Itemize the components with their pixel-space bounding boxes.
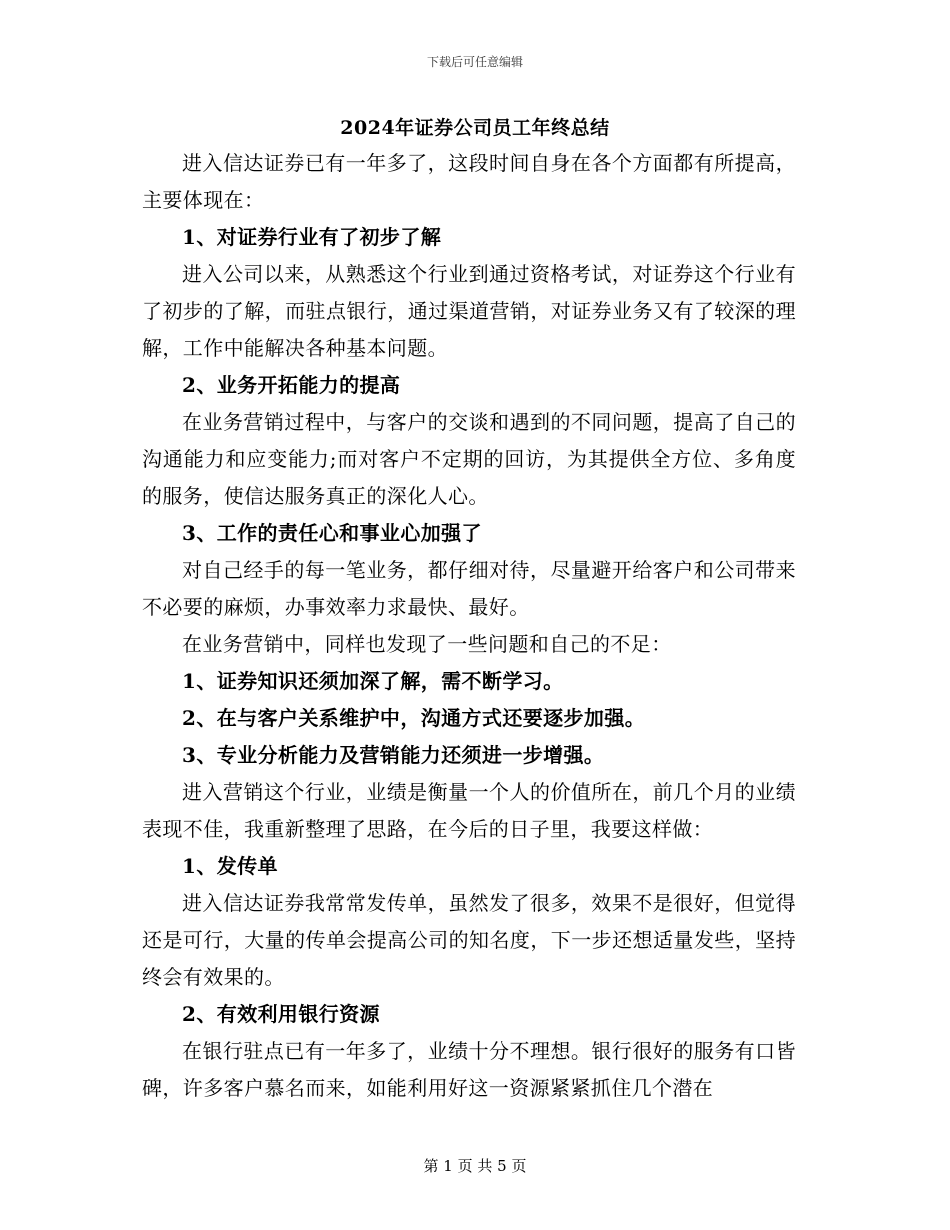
paragraph-bank-resources: 在银行驻点已有一年多了，业绩十分不理想。银行很好的服务有口皆碑，许多客户慕名而来，如能利用好这一资源紧紧抓住几个潜在 <box>142 1039 796 1100</box>
heading-business-development: 2、业务开拓能力的提高 <box>182 373 401 397</box>
heading-shortcoming-knowledge: 1、证券知识还须加深了解，需不断学习。 <box>182 669 564 693</box>
paragraph-plan-intro: 进入营销这个行业，业绩是衡量一个人的价值所在，前几个月的业绩表现不佳，我重新整理了思路，在今后的日子里，我要这样做： <box>142 780 796 841</box>
header-note: 下载后可任意编辑 <box>426 55 523 69</box>
paragraph-flyers: 进入信达证券我常常发传单，虽然发了很多，效果不是很好，但觉得还是可行，大量的传单会提高公司的知名度，下一步还想适量发些，坚持终会有效果的。 <box>142 891 796 989</box>
heading-flyers: 1、发传单 <box>182 854 278 878</box>
heading-bank-resources: 2、有效利用银行资源 <box>182 1002 380 1026</box>
paragraph-responsibility: 对自己经手的每一笔业务，都仔细对待，尽量避开给客户和公司带来不必要的麻烦，办事效率力求最快、最好。 <box>142 558 796 619</box>
paragraph-business-development: 在业务营销过程中，与客户的交谈和遇到的不同问题，提高了自己的沟通能力和应变能力;而对客户不定期的回访，为其提供全方位、多角度的服务，使信达服务真正的深化人心。 <box>142 410 796 508</box>
heading-responsibility: 3、工作的责任心和事业心加强了 <box>182 521 482 545</box>
heading-shortcoming-communication: 2、在与客户关系维护中，沟通方式还要逐步加强。 <box>182 706 646 730</box>
heading-shortcoming-analysis: 3、专业分析能力及营销能力还须进一步增强。 <box>182 743 605 767</box>
paragraph-shortcomings-intro: 在业务营销中，同样也发现了一些问题和自己的不足： <box>182 632 672 656</box>
paragraph-intro: 进入信达证券已有一年多了，这段时间自身在各个方面都有所提高，主要体现在： <box>142 151 796 212</box>
document-title: 2024年证券公司员工年终总结 <box>340 117 610 139</box>
page-number: 第 1 页 共 5 页 <box>423 1157 527 1175</box>
paragraph-industry-understanding: 进入公司以来，从熟悉这个行业到通过资格考试，对证券这个行业有了初步的了解，而驻点银行，通过渠道营销，对证券业务又有了较深的理解，工作中能解决各种基本问题。 <box>142 262 796 360</box>
document-body <box>142 145 796 1107</box>
heading-industry-understanding: 1、对证券行业有了初步了解 <box>182 225 442 249</box>
